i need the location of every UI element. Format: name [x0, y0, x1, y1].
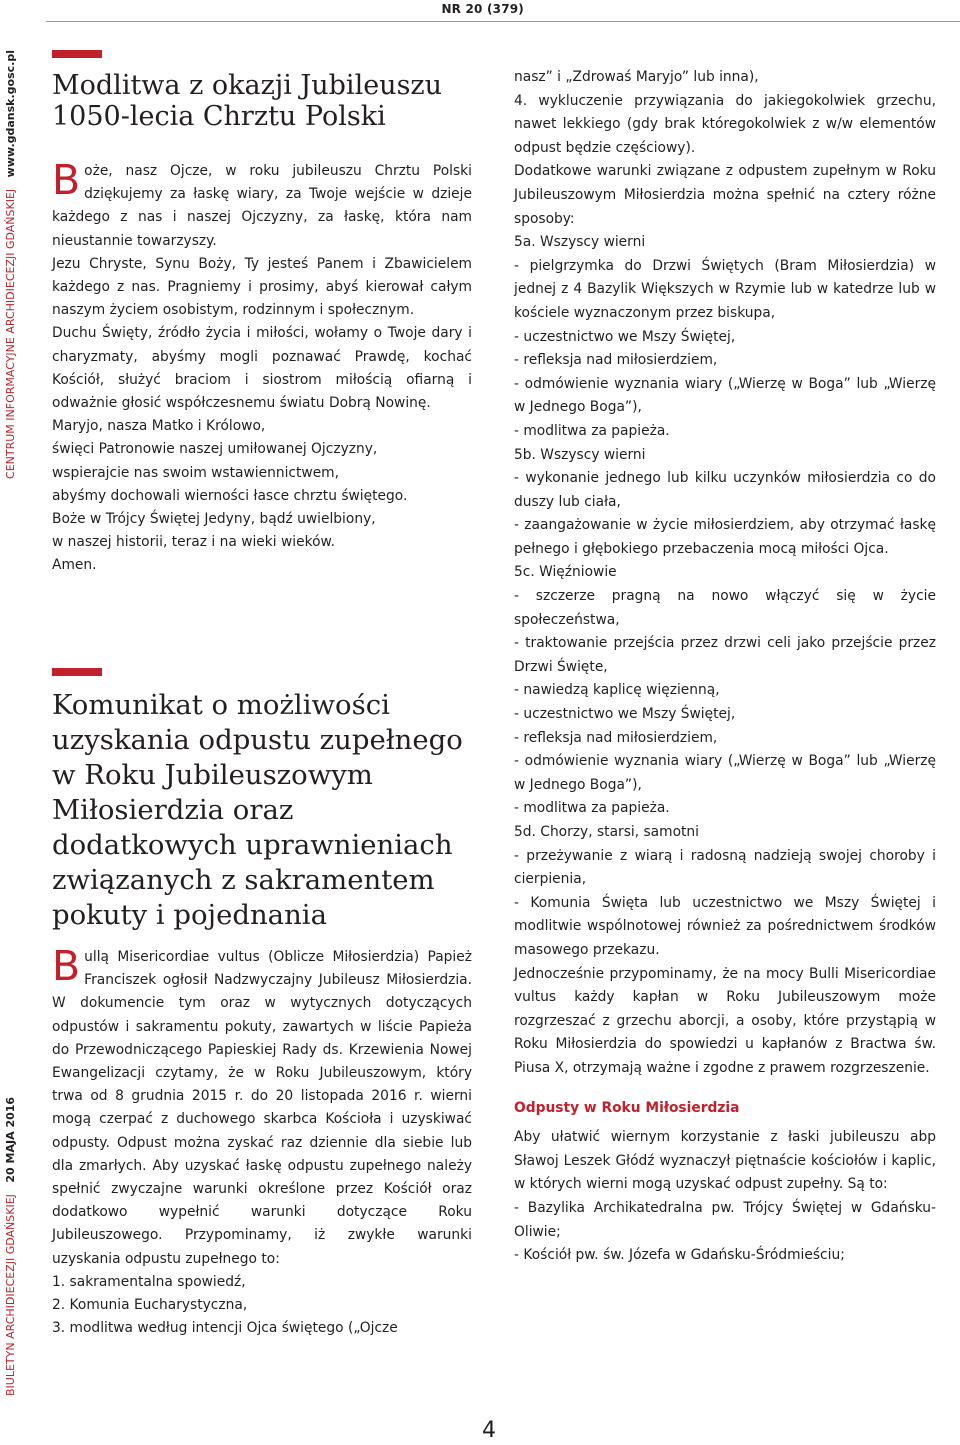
article1-line-6: wspierajcie nas swoim wstawiennictwem,: [52, 464, 340, 481]
right-para: 5a. Wszyscy wierni: [514, 234, 646, 251]
right-para: Dodatkowe warunki związane z odpustem zupełnym w Roku Jubileuszowym Miłosierdzia można spełnić na cztery różne sposoby:: [514, 163, 936, 227]
right-para: - Komunia Święta lub uczestnictwo we Mszy Świętej i modlitwie wspólnotowej również za pośrednictwem środków masowego przekazu.: [514, 894, 936, 958]
article2-condition-3: 3. modlitwa według intencji Ojca świętego („Ojcze: [52, 1320, 398, 1337]
sidebar: [0, 50, 18, 1396]
sidebar-left-group: [2, 1097, 20, 1396]
right-column: [514, 66, 936, 1268]
right-para: - odmówienie wyznania wiary („Wierzę w Boga” lub „Wierzę w Jednego Boga”),: [514, 753, 936, 793]
page-number: 4: [482, 1418, 496, 1443]
article1-line-10: Amen.: [52, 557, 97, 574]
article1-line-5: święci Patronowie naszej umiłowanej Ojczyzny,: [52, 441, 378, 458]
right-para: - pielgrzymka do Drzwi Świętych (Bram Miłosierdzia) w jednej z 4 Bazylik Większych w Rzymie lub w katedrze lub w kościele wyznaczonym przez biskupa,: [514, 257, 936, 321]
article1-para-1: Boże, nasz Ojcze, w roku jubileuszu Chrztu Polski dziękujemy za łaskę wiary, za Twoje wejście w dzieje każdego z nas i naszej Ojczyzny, za łaskę, która nam nieustannie towarzyszy.: [52, 156, 472, 249]
article1-line-7: abyśmy dochowali wierności łasce chrztu świętego.: [52, 487, 408, 504]
article2-condition-2: 2. Komunia Eucharystyczna,: [52, 1297, 248, 1314]
right-para: 5c. Więźniowie: [514, 564, 617, 581]
sidebar-date: 20 MAJA 2016: [4, 1096, 17, 1183]
accent-bar-2: [52, 668, 102, 676]
right-para: 5b. Wszyscy wierni: [514, 446, 646, 463]
article1-title: Modlitwa z okazji Jubileuszu 1050-lecia Chrztu Polski: [52, 70, 443, 132]
right-para: - wykonanie jednego lub kilku uczynków miłosierdzia co do duszy lub ciała,: [514, 470, 936, 510]
right-para: - przeżywanie z wiarą i radosną nadzieją swojej choroby i cierpienia,: [514, 847, 936, 888]
right-para: Jednocześnie przypominamy, że na mocy Bulli Misericordiae vultus każdy kapłan w Roku Jubileuszowym może rozgrzeszać z grzechu aborcji, a osoby, które przystąpią w Roku Miłosierdzia do spowiedzi u kapłanów z Bractwa św. Piusa X, otrzymają ważne i zgodne z prawem rozgrzeszenie.: [514, 965, 936, 1076]
right-para: - zaangażowanie w życie miłosierdziem, aby otrzymać łaskę pełnego i głębokiego przebaczenia mocą miłości Ojca.: [514, 517, 936, 557]
right-para: - nawiedzą kaplicę więzienną,: [514, 682, 720, 699]
article3-para: - Kościół pw. św. Józefa w Gdańsku-Śródmieściu;: [514, 1247, 845, 1264]
right-para: 4. wykluczenie przywiązania do jakiegokolwiek grzechu, nawet lekkiego (gdy brak któregokolwiek z w/w elementów odpust będzie częściowy).: [514, 92, 936, 156]
article1-para-2: Jezu Chryste, Synu Boży, Ty jesteś Panem i Zbawicielem każdego z nas. Pragniemy i prosimy, abyś kierował całym naszym życiem osobistym, rodzinnym i społecznym.: [52, 255, 472, 319]
accent-bar-1: [52, 50, 102, 58]
right-para: - szczerze pragną na nowo włączyć się w życie społeczeństwa,: [514, 588, 936, 628]
article2-title: Komunikat o możliwości uzyskania odpustu zupełnego w Roku Jubileuszowym Miłosierdzia oraz dodatkowych uprawnieniach związanych z sakramentem pokuty i pojednania: [52, 689, 463, 931]
article3-title: Odpusty w Roku Miłosierdzia: [514, 1099, 740, 1116]
right-para: - modlitwa za papieża.: [514, 422, 670, 439]
article2-intro: Bullą Misericordiae vultus (Oblicze Miłosierdzia) Papież Franciszek ogłosił Nadzwyczajny Jubileusz Miłosierdzia. W dokumencie tym oraz w wytycznych dotyczących odpustów i sakramentu pokuty, zawartych w liście Papieża do Przewodniczącego Papieskiej Rady ds. Krzewienia Nowej Ewangelizacji czytamy, że w Roku Jubileuszowym, który trwa od 8 grudnia 2015 r. do 20 listopada 2016 r. wierni mogą czerpać z duchowego skarbca Kościoła i uzyskiwać odpusty. Odpust można zyskać raz dziennie dla siebie lub dla zmarłych. Aby uzyskać łaskę odpustu zupełnego należy spełnić zwyczajne warunki określone przez Kościół oraz dodatkowo wypełnić warunki dotyczące Roku Jubileuszowego. Przypominamy, iż zwykłe warunki uzyskania odpustu zupełnego to:: [52, 942, 472, 1267]
right-para: - traktowanie przejścia przez drzwi celi jako przejście przez Drzwi Święte,: [514, 635, 936, 675]
right-para: nasz” i „Zdrowaś Maryjo” lub inna),: [514, 69, 759, 85]
right-para: - uczestnictwo we Mszy Świętej,: [514, 328, 736, 345]
sidebar-right-group: [2, 50, 20, 479]
sidebar-center: CENTRUM INFORMACYJNE ARCHIDIECEZJI GDAŃSKIEJ: [4, 188, 17, 479]
right-para: - modlitwa za papieża.: [514, 800, 670, 817]
article2-dropcap: B: [52, 942, 81, 990]
header-rule: [46, 21, 960, 22]
right-para: - uczestnictwo we Mszy Świętej,: [514, 706, 736, 723]
right-para: 5d. Chorzy, starsi, samotni: [514, 824, 700, 840]
article3-para: Aby ułatwić wiernym korzystanie z łaski jubileuszu abp Sławoj Leszek Głódź wyznaczył piętnaście kościołów i kaplic, w których wierni mogą uzyskać odpust zupełny. Są to:: [514, 1129, 936, 1193]
right-para: - refleksja nad miłosierdziem,: [514, 729, 718, 746]
sidebar-publication: BIULETYN ARCHIDIECEZJI GDAŃSKIEJ: [4, 1194, 17, 1396]
article3-para: - Bazylika Archikatedralna pw. Trójcy Świętej w Gdańsku-Oliwie;: [514, 1199, 936, 1240]
right-para: - odmówienie wyznania wiary („Wierzę w Boga” lub „Wierzę w Jednego Boga”),: [514, 375, 936, 416]
article1-line-8: Boże w Trójcy Świętej Jedyny, bądź uwielbiony,: [52, 511, 376, 528]
article1-body: [52, 156, 472, 578]
article1-line-4: Maryjo, nasza Matko i Królowo,: [52, 418, 266, 435]
issue-number: NR 20 (379): [441, 2, 524, 16]
article1-para-3: Duchu Święty, źródło życia i miłości, wołamy o Twoje dary i charyzmaty, abyśmy mogli poznawać Prawdę, kochać Kościół, służyć braciom i siostrom miłością ofiarną i odważnie głosić współczesnemu światu Dobrą Nowinę.: [52, 325, 472, 412]
article2-condition-1: 1. sakramentalna spowiedź,: [52, 1273, 246, 1290]
article1-line-9: w naszej historii, teraz i na wieki wieków.: [52, 534, 335, 551]
article1-dropcap: B: [52, 156, 81, 204]
sidebar-website[interactable]: www.gdansk.gosc.pl: [4, 50, 17, 178]
article2-body: [52, 942, 472, 1340]
right-para: - refleksja nad miłosierdziem,: [514, 352, 718, 369]
